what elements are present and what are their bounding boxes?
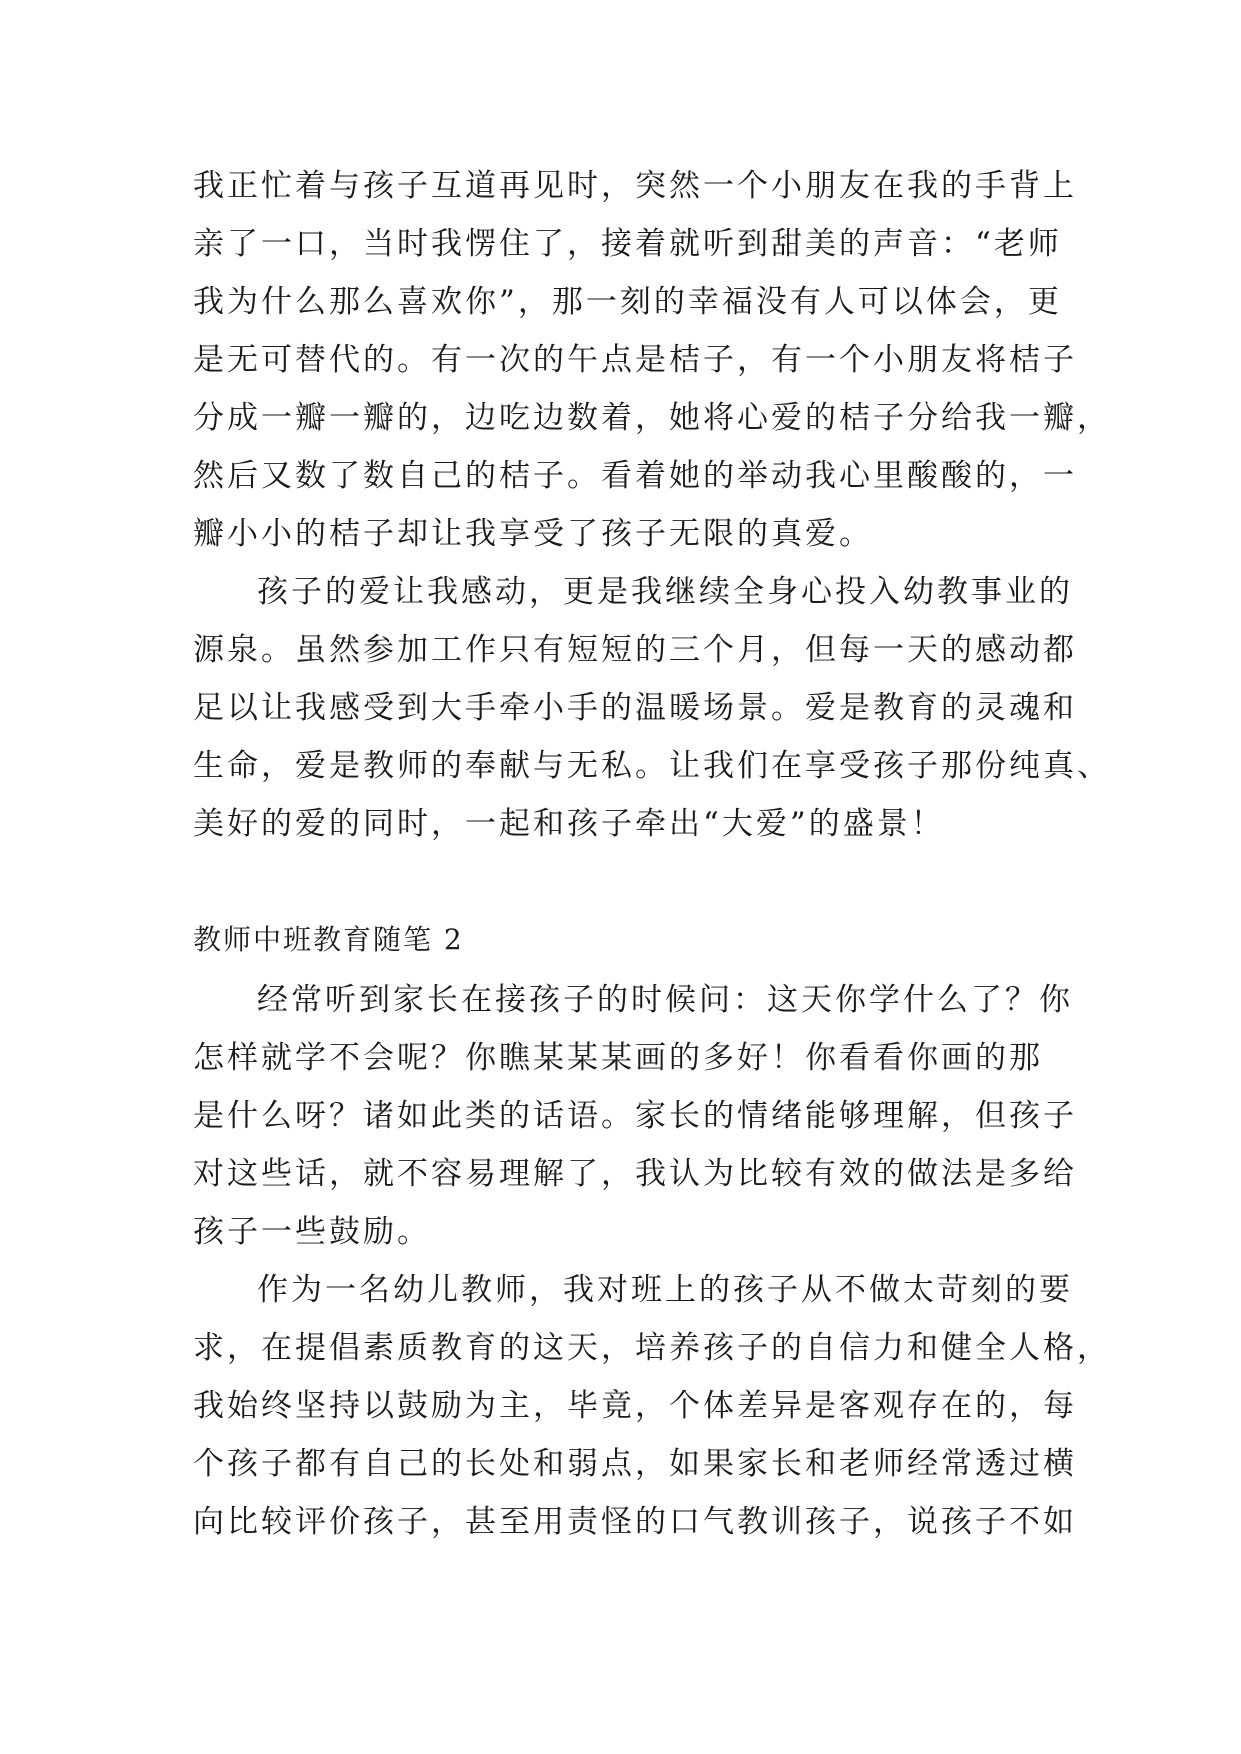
text-line: 是无可替代的。有一次的午点是桔子，有一个小朋友将桔子 <box>193 342 1077 378</box>
text-line: 瓣小小的桔子却让我享受了孩子无限的真爱。 <box>193 516 873 552</box>
text-line: 作为一名幼儿教师，我对班上的孩子从不做太苛刻的要 <box>257 1272 1073 1308</box>
text-line: 分成一瓣一瓣的，边吃边数着，她将心爱的桔子分给我一瓣， <box>193 400 1111 436</box>
text-line: 生命，爱是教师的奉献与无私。让我们在享受孩子那份纯真、 <box>193 748 1111 784</box>
text-line: 足以让我感受到大手牵小手的温暖场景。爱是教育的灵魂和 <box>193 690 1077 726</box>
text-line: 求，在提倡素质教育的这天，培养孩子的自信力和健全人格， <box>193 1330 1111 1366</box>
text-line: 源泉。虽然参加工作只有短短的三个月，但每一天的感动都 <box>193 632 1077 668</box>
text-line: 美好的爱的同时，一起和孩子牵出“大爱”的盛景！ <box>193 806 945 842</box>
text-line: 向比较评价孩子，甚至用责怪的口气教训孩子，说孩子不如 <box>193 1504 1077 1540</box>
section-title: 教师中班教育随笔 2 <box>193 923 464 956</box>
text-line: 然后又数了数自己的桔子。看着她的举动我心里酸酸的，一 <box>193 458 1077 494</box>
text-line: 我为什么那么喜欢你”，那一刻的幸福没有人可以体会，更 <box>193 284 1062 320</box>
text-line: 我正忙着与孩子互道再见时，突然一个小朋友在我的手背上 <box>193 168 1077 204</box>
text-line: 是什么呀？诸如此类的话语。家长的情绪能够理解，但孩子 <box>193 1098 1077 1134</box>
text-line: 亲了一口，当时我愣住了，接着就听到甜美的声音：“老师 <box>193 226 1062 262</box>
text-line: 经常听到家长在接孩子的时候问：这天你学什么了？你 <box>257 982 1073 1018</box>
text-line: 孩子的爱让我感动，更是我继续全身心投入幼教事业的 <box>257 574 1073 610</box>
text-line: 个孩子都有自己的长处和弱点，如果家长和老师经常透过横 <box>193 1446 1077 1482</box>
text-line: 怎样就学不会呢？你瞧某某某画的多好！你看看你画的那 <box>193 1040 1043 1076</box>
text-line: 孩子一些鼓励。 <box>193 1214 431 1250</box>
text-line: 对这些话，就不容易理解了，我认为比较有效的做法是多给 <box>193 1156 1077 1192</box>
text-line: 我始终坚持以鼓励为主，毕竟，个体差异是客观存在的，每 <box>193 1388 1077 1424</box>
